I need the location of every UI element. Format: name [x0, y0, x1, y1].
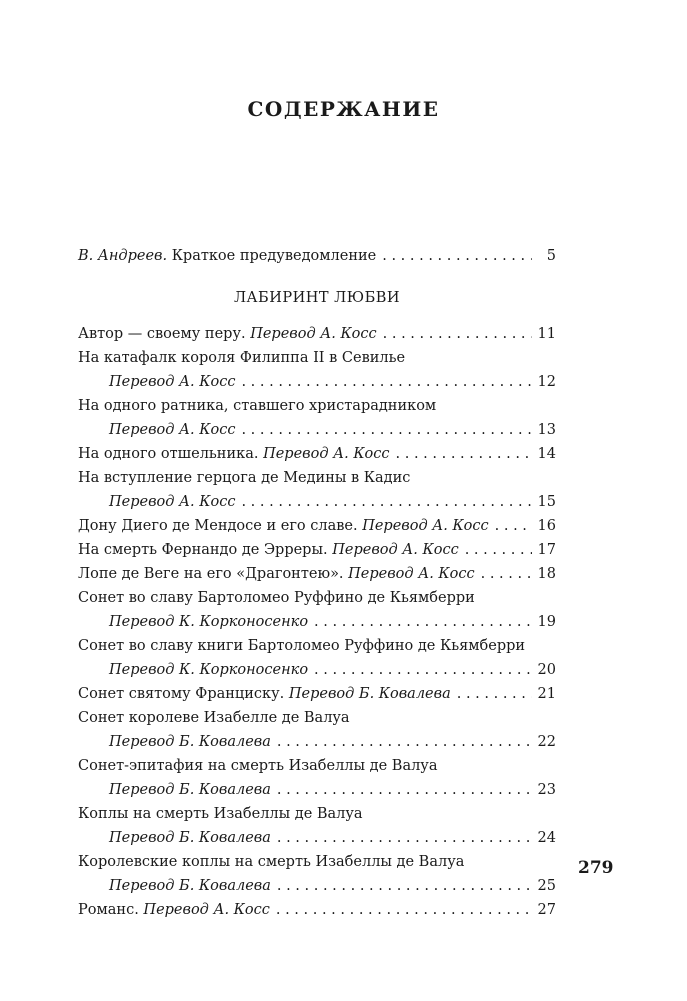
toc-entry[interactable]: [78, 682, 556, 706]
toc-entry-translator: Перевод Б. Ковалева: [109, 782, 271, 798]
leader-dots: [241, 370, 531, 394]
toc-page-number: 19: [537, 614, 556, 630]
toc-page-number: 14: [537, 446, 556, 462]
toc-entry[interactable]: [78, 898, 556, 922]
toc-entry-text: На одного отшельника.: [78, 446, 264, 462]
toc-entry[interactable]: [78, 346, 556, 370]
toc-entry-title: Сонет во славу книги Бартоломео Руффино де Кьямберри: [78, 638, 526, 654]
toc-entry-translator-line[interactable]: [78, 418, 556, 442]
toc-entry[interactable]: [78, 562, 556, 586]
toc-page-number: 5: [546, 248, 556, 264]
toc-entry-text: Лопе де Веге на его «Драгонтею».: [78, 566, 349, 582]
toc-entry-title: Сонет-эпитафия на смерть Изабеллы де Валуа: [78, 758, 438, 774]
toc-entries: [78, 322, 556, 922]
page-number: 279: [578, 858, 614, 878]
toc-entry-title: [78, 244, 376, 268]
toc-entry-text: Краткое предуведомление: [167, 248, 377, 264]
toc-entry-translator: Перевод А. Косс: [332, 542, 459, 558]
toc-entry-title: Сонет во славу Бартоломео Руффино де Кьямберри: [78, 590, 475, 606]
toc-entry-translator-line[interactable]: [78, 826, 556, 850]
toc-entry-title: Коплы на смерть Изабеллы де Валуа: [78, 806, 363, 822]
toc-entry-text: Сонет святому Франциску.: [78, 686, 289, 702]
toc-page-number: 23: [537, 782, 556, 798]
table-of-contents: [78, 244, 556, 922]
toc-entry-author: В. Андреев.: [78, 248, 168, 264]
toc-entry-translator: Перевод А. Косс: [143, 902, 270, 918]
toc-entry[interactable]: [78, 538, 556, 562]
toc-entry[interactable]: [78, 442, 556, 466]
toc-entry-text: Романс.: [78, 902, 144, 918]
toc-entry-title: [78, 682, 451, 706]
toc-entry-translator: Перевод А. Косс: [109, 422, 236, 438]
toc-entry-translator-line[interactable]: [78, 778, 556, 802]
toc-entry-translator: Перевод А. Косс: [362, 518, 489, 534]
toc-entry-title: [78, 898, 270, 922]
toc-entry-translator-line[interactable]: [78, 874, 556, 898]
leader-dots: [241, 418, 531, 442]
toc-entry[interactable]: [78, 850, 556, 874]
page-title: СОДЕРЖАНИЕ: [247, 97, 440, 121]
toc-entry-title: На одного ратника, ставшего христарадником: [78, 398, 437, 414]
leader-dots: [495, 514, 532, 538]
leader-dots: [465, 538, 532, 562]
toc-entry-translator: Перевод А. Косс: [109, 494, 236, 510]
leader-dots: [277, 730, 532, 754]
toc-entry-text: Автор — своему перу.: [78, 326, 251, 342]
toc-page-number: 24: [537, 830, 556, 846]
toc-entry-translator: Перевод А. Косс: [109, 374, 236, 390]
toc-page-number: 20: [537, 662, 556, 678]
toc-page-number: 21: [537, 686, 556, 702]
toc-entry-text: Дону Диего де Мендосе и его славе.: [78, 518, 363, 534]
toc-page-number: 18: [537, 566, 556, 582]
toc-entry[interactable]: [78, 322, 556, 346]
toc-entry-translator: Перевод А. Косс: [348, 566, 475, 582]
leader-dots: [314, 610, 532, 634]
toc-entry-title: На катафалк короля Филиппа II в Севилье: [78, 350, 406, 366]
leader-dots: [277, 874, 532, 898]
toc-entry-title: [78, 322, 377, 346]
toc-entry-translator: Перевод К. Корконосенко: [109, 662, 309, 678]
toc-page-number: 12: [537, 374, 556, 390]
toc-entry-title: [78, 442, 390, 466]
toc-entry-translator-line[interactable]: [78, 658, 556, 682]
leader-dots: [457, 682, 532, 706]
leader-dots: [277, 778, 532, 802]
toc-entry-translator-line[interactable]: [78, 370, 556, 394]
toc-page-number: 16: [537, 518, 556, 534]
toc-entry-title: [78, 514, 489, 538]
toc-page-number: 11: [537, 326, 556, 342]
section-heading: ЛАБИРИНТ ЛЮБВИ: [233, 290, 401, 306]
toc-entry[interactable]: [78, 634, 556, 658]
toc-entry-translator: Перевод К. Корконосенко: [109, 614, 309, 630]
leader-dots: [396, 442, 532, 466]
toc-entry-translator: Перевод А. Косс: [250, 326, 377, 342]
toc-entry[interactable]: [78, 394, 556, 418]
leader-dots: [276, 898, 532, 922]
toc-entry[interactable]: [78, 466, 556, 490]
toc-page-number: 15: [537, 494, 556, 510]
toc-entry-title: На вступление герцога де Медины в Кадис: [78, 470, 411, 486]
toc-entry-translator-line[interactable]: [78, 490, 556, 514]
toc-entry[interactable]: [78, 754, 556, 778]
toc-entry-translator: Перевод Б. Ковалева: [109, 734, 271, 750]
toc-entry-translator: Перевод А. Косс: [263, 446, 390, 462]
toc-entry-text: На смерть Фернандо де Эрреры.: [78, 542, 333, 558]
toc-entry[interactable]: [78, 802, 556, 826]
toc-page-number: 17: [537, 542, 556, 558]
toc-page-number: 27: [537, 902, 556, 918]
toc-entry-title: Королевские коплы на смерть Изабеллы де Валуа: [78, 854, 465, 870]
toc-entry-translator-line[interactable]: [78, 730, 556, 754]
leader-dots: [241, 490, 531, 514]
leader-dots: [382, 244, 532, 268]
leader-dots: [383, 322, 532, 346]
toc-entry-intro[interactable]: [78, 244, 556, 268]
toc-entry[interactable]: [78, 586, 556, 610]
leader-dots: [481, 562, 532, 586]
leader-dots: [277, 826, 532, 850]
toc-entry-title: [78, 538, 459, 562]
toc-entry-translator: Перевод Б. Ковалева: [109, 878, 271, 894]
toc-page-number: 25: [537, 878, 556, 894]
toc-entry[interactable]: [78, 706, 556, 730]
toc-page-number: 13: [537, 422, 556, 438]
toc-entry-title: [78, 562, 475, 586]
toc-entry-translator: Перевод Б. Ковалева: [288, 686, 451, 702]
toc-entry[interactable]: [78, 514, 556, 538]
leader-dots: [314, 658, 532, 682]
toc-page-number: 22: [537, 734, 556, 750]
toc-entry-translator: Перевод Б. Ковалева: [109, 830, 271, 846]
toc-entry-title: Сонет королеве Изабелле де Валуа: [78, 710, 350, 726]
toc-entry-translator-line[interactable]: [78, 610, 556, 634]
